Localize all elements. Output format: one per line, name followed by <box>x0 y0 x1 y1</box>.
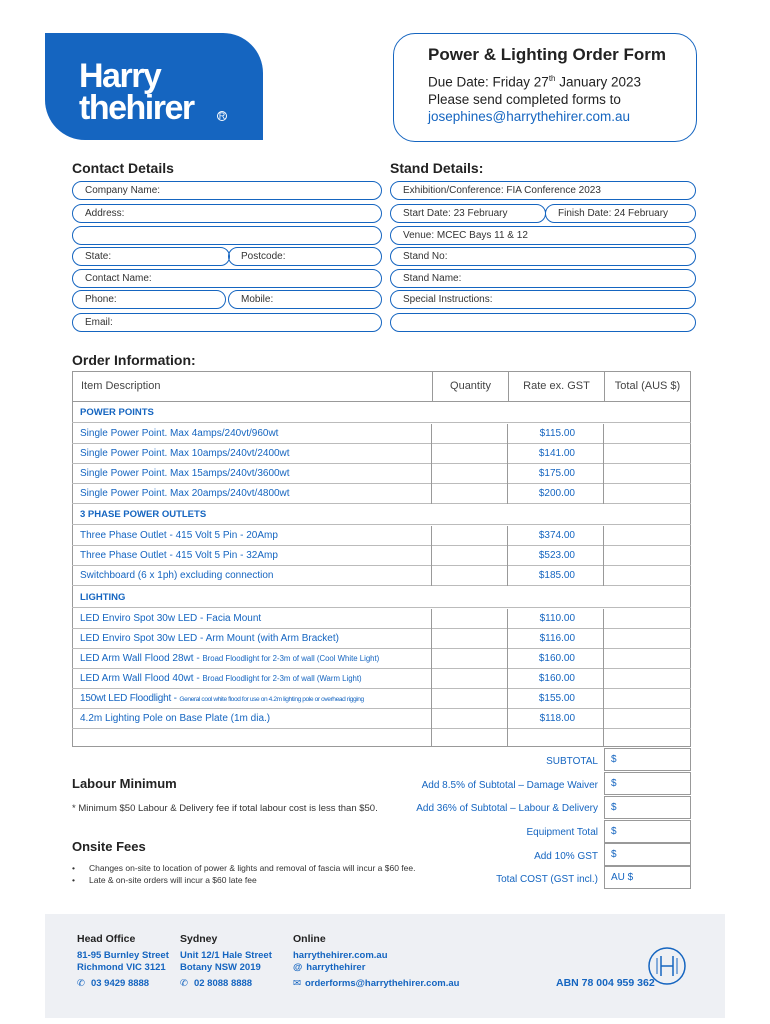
item-rate: $374.00 <box>508 526 604 546</box>
item-total <box>604 649 691 669</box>
item-description: Single Power Point. Max 10amps/240vt/2400wt <box>72 444 432 464</box>
item-total <box>604 424 691 444</box>
mail-icon: ✉ <box>293 978 301 989</box>
col-rate: Rate ex. GST <box>508 371 605 402</box>
head-office-address2: Richmond VIC 3121 <box>77 962 166 973</box>
item-total <box>604 669 691 689</box>
quantity-input[interactable] <box>432 424 508 444</box>
table-row <box>72 566 691 586</box>
footer <box>45 914 725 1018</box>
onsite-fee-item: • Changes on-site to location of power & lights and removal of fascia will incur a $60 fee. <box>72 863 416 873</box>
damage-waiver-label: Add 8.5% of Subtotal – Damage Waiver <box>421 780 598 791</box>
item-total <box>604 566 691 586</box>
registered-mark: R <box>218 111 226 121</box>
item-rate: $110.00 <box>508 609 604 629</box>
online-heading: Online <box>293 933 326 945</box>
stand-details-heading: Stand Details: <box>390 160 484 176</box>
quantity-input[interactable] <box>432 484 508 504</box>
head-office-heading: Head Office <box>77 933 136 945</box>
equipment-total-label: Equipment Total <box>526 827 598 838</box>
order-email-link[interactable]: ✉ orderforms@harrythehirer.com.au <box>293 978 460 989</box>
labour-minimum-heading: Labour Minimum <box>72 776 177 791</box>
quantity-input[interactable] <box>432 728 508 747</box>
stand-no-field[interactable]: Stand No: <box>390 247 696 266</box>
item-description: LED Enviro Spot 30w LED - Arm Mount (with Arm Bracket) <box>72 629 432 649</box>
quantity-input[interactable] <box>432 566 508 586</box>
harry-monogram-icon <box>647 946 687 986</box>
stand-name-field[interactable]: Stand Name: <box>390 269 696 288</box>
form-title: Power & Lighting Order Form <box>428 45 667 64</box>
quantity-input[interactable] <box>432 609 508 629</box>
col-quantity: Quantity <box>432 371 509 402</box>
quantity-input[interactable] <box>432 464 508 484</box>
table-row <box>72 709 691 729</box>
item-rate: $118.00 <box>508 709 604 729</box>
address-field[interactable]: Address: <box>72 204 382 223</box>
quantity-input[interactable] <box>432 709 508 729</box>
total-cost-value[interactable]: AU $ <box>604 866 691 889</box>
item-description: LED Arm Wall Flood 28wt - Broad Floodlight for 2-3m of wall (Cool White Light) <box>72 649 432 669</box>
item-total <box>604 709 691 729</box>
onsite-fee-item: • Late & on-site orders will incur a $60 late fee <box>72 875 257 885</box>
phone-field[interactable]: Phone: <box>72 290 226 309</box>
contact-name-field[interactable]: Contact Name: <box>72 269 382 288</box>
item-total <box>604 689 691 709</box>
table-row <box>72 484 691 504</box>
onsite-fees-heading: Onsite Fees <box>72 839 146 854</box>
labour-delivery-value[interactable]: $ <box>604 796 691 819</box>
sydney-heading: Sydney <box>180 933 218 945</box>
table-row <box>72 669 691 689</box>
table-row-blank <box>72 728 691 747</box>
send-instruction: Please send completed forms to <box>428 92 621 107</box>
item-rate: $160.00 <box>508 649 604 669</box>
phone-icon: ✆ <box>180 978 188 989</box>
due-date: Due Date: Friday 27th January 2023 <box>428 74 642 90</box>
item-total <box>604 444 691 464</box>
special-instructions-line2[interactable] <box>390 313 696 332</box>
social-handle[interactable]: @ harrythehirer <box>293 962 366 973</box>
table-row <box>72 526 691 546</box>
finish-date-field[interactable]: Finish Date: 24 February <box>545 204 696 223</box>
category-lighting: LIGHTING <box>72 588 691 608</box>
company-name-field[interactable]: Company Name: <box>72 181 382 200</box>
table-row <box>72 649 691 669</box>
quantity-input[interactable] <box>432 669 508 689</box>
head-office-phone[interactable]: ✆ 03 9429 8888 <box>77 978 150 989</box>
item-rate: $175.00 <box>508 464 604 484</box>
item-rate: $141.00 <box>508 444 604 464</box>
item-rate: $523.00 <box>508 546 604 566</box>
item-rate: $116.00 <box>508 629 604 649</box>
table-row <box>72 546 691 566</box>
head-office-address1: 81-95 Burnley Street <box>77 950 169 961</box>
quantity-input[interactable] <box>432 689 508 709</box>
abn-number: ABN 78 004 959 362 <box>556 977 655 989</box>
order-information-heading: Order Information: <box>72 352 196 368</box>
exhibition-field[interactable]: Exhibition/Conference: FIA Conference 2023 <box>390 181 696 200</box>
col-total: Total (AUS $) <box>604 371 691 402</box>
form-header-box <box>393 33 697 142</box>
table-row <box>72 689 691 709</box>
start-date-field[interactable]: Start Date: 23 February <box>390 204 546 223</box>
email-field[interactable]: Email: <box>72 313 382 332</box>
category-3-phase: 3 PHASE POWER OUTLETS <box>72 505 691 525</box>
item-description: 4.2m Lighting Pole on Base Plate (1m dia.) <box>72 709 432 729</box>
quantity-input[interactable] <box>432 526 508 546</box>
item-description: Three Phase Outlet - 415 Volt 5 Pin - 32Amp <box>72 546 432 566</box>
item-rate: $200.00 <box>508 484 604 504</box>
item-rate: $185.00 <box>508 566 604 586</box>
logo-line1: Harry <box>79 57 161 95</box>
table-row <box>72 444 691 464</box>
item-rate: $115.00 <box>508 424 604 444</box>
item-total <box>604 484 691 504</box>
item-description: Single Power Point. Max 20amps/240vt/4800wt <box>72 484 432 504</box>
mobile-field[interactable]: Mobile: <box>228 290 382 309</box>
sydney-phone[interactable]: ✆ 02 8088 8888 <box>180 978 253 989</box>
damage-waiver-value[interactable]: $ <box>604 772 691 795</box>
table-row <box>72 609 691 629</box>
total-cost-label: Total COST (GST incl.) <box>496 874 598 885</box>
quantity-input[interactable] <box>432 629 508 649</box>
item-description: Three Phase Outlet - 415 Volt 5 Pin - 20Amp <box>72 526 432 546</box>
submission-email-link[interactable]: josephines@harrythehirer.com.au <box>428 109 631 124</box>
postcode-field[interactable]: Postcode: <box>228 247 382 266</box>
table-row <box>72 629 691 649</box>
quantity-input[interactable] <box>432 444 508 464</box>
table-row <box>72 424 691 444</box>
category-power-points: POWER POINTS <box>72 403 691 423</box>
item-total <box>604 526 691 546</box>
item-description: LED Arm Wall Flood 40wt - Broad Floodlight for 2-3m of wall (Warm Light) <box>72 669 432 689</box>
col-item-description: Item Description <box>72 371 433 402</box>
subtotal-value[interactable]: $ <box>604 748 691 771</box>
item-description: 150wt LED Floodlight - General cool white flood for use on 4.2m lighting pole or overhead rigging <box>72 689 432 709</box>
sydney-address2: Botany NSW 2019 <box>180 962 261 973</box>
gst-label: Add 10% GST <box>534 851 598 862</box>
contact-details-heading: Contact Details <box>72 160 174 176</box>
special-instructions-field[interactable]: Special Instructions: <box>390 290 696 309</box>
quantity-input[interactable] <box>432 546 508 566</box>
equipment-total-value[interactable]: $ <box>604 820 691 843</box>
item-total <box>604 546 691 566</box>
item-total <box>604 609 691 629</box>
item-total <box>604 629 691 649</box>
venue-field[interactable]: Venue: MCEC Bays 11 & 12 <box>390 226 696 245</box>
at-icon: @ <box>293 962 303 973</box>
logo-line2: thehirer <box>79 89 194 127</box>
sydney-address1: Unit 12/1 Hale Street <box>180 950 272 961</box>
item-description: Single Power Point. Max 15amps/240vt/3600wt <box>72 464 432 484</box>
state-field[interactable]: State: <box>72 247 230 266</box>
address-line2-field[interactable] <box>72 226 382 245</box>
item-description: LED Enviro Spot 30w LED - Facia Mount <box>72 609 432 629</box>
labour-minimum-note: * Minimum $50 Labour & Delivery fee if total labour cost is less than $50. <box>72 803 378 814</box>
table-row <box>72 464 691 484</box>
harry-the-hirer-logo <box>45 33 263 140</box>
subtotal-label: SUBTOTAL <box>546 756 598 767</box>
phone-icon: ✆ <box>77 978 85 989</box>
item-total <box>604 464 691 484</box>
item-rate: $155.00 <box>508 689 604 709</box>
item-rate: $160.00 <box>508 669 604 689</box>
labour-delivery-label: Add 36% of Subtotal – Labour & Delivery <box>416 803 598 814</box>
gst-value[interactable]: $ <box>604 843 691 866</box>
quantity-input[interactable] <box>432 649 508 669</box>
item-description: Single Power Point. Max 4amps/240vt/960wt <box>72 424 432 444</box>
website-link[interactable]: harrythehirer.com.au <box>293 950 388 961</box>
item-description: Switchboard (6 x 1ph) excluding connection <box>72 566 432 586</box>
